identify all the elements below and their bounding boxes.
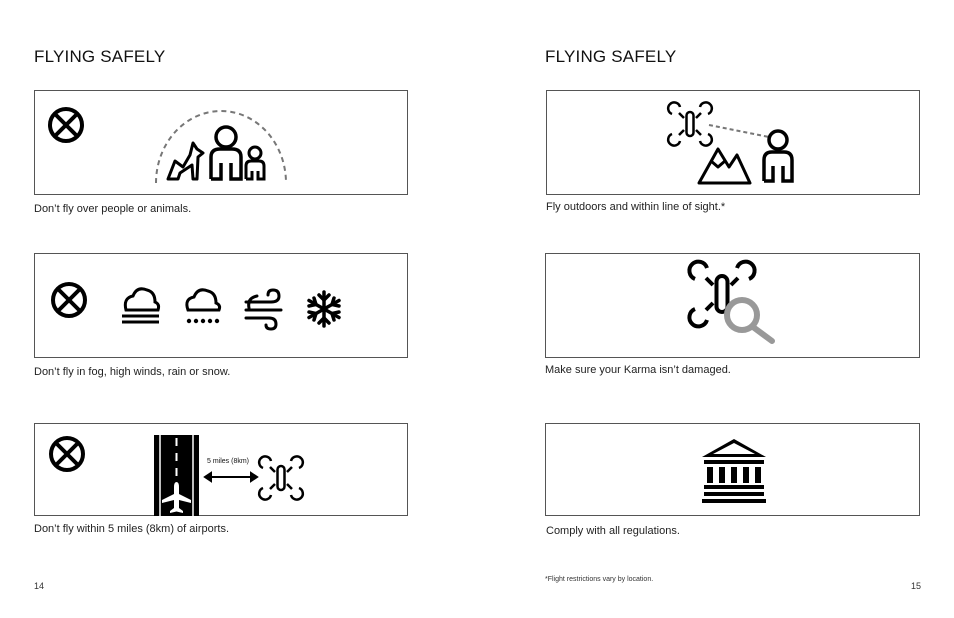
drone-icon (259, 456, 303, 499)
magnifier-icon (727, 300, 772, 341)
prohibited-icon (50, 109, 82, 141)
caption-no-airports: Don’t fly within 5 miles (8km) of airports. (34, 523, 229, 535)
panel-no-bad-weather (34, 253, 408, 358)
caption-check-damage: Make sure your Karma isn’t damaged. (545, 364, 731, 376)
distance-label: 5 miles (8km) (207, 458, 250, 465)
person-icon (764, 131, 792, 181)
prohibited-icon (51, 438, 83, 470)
dog-icon (168, 143, 203, 179)
caption-no-bad-weather: Don’t fly in fog, high winds, rain or snow. (34, 366, 231, 378)
panel-regulations (545, 423, 920, 516)
rain-icon (187, 290, 220, 323)
caption-no-people: Don’t fly over people or animals. (34, 203, 192, 215)
wind-icon (246, 290, 281, 329)
page-heading-right: FLYING SAFELY (545, 47, 677, 66)
caption-regulations: Comply with all regulations. (546, 525, 680, 537)
line-of-sight (709, 125, 769, 137)
footnote: *Flight restrictions vary by location. (545, 576, 654, 583)
panel-line-of-sight (546, 90, 920, 195)
page-heading-left: FLYING SAFELY (34, 47, 166, 66)
snowflake-icon (309, 292, 339, 326)
page-number-left: 14 (34, 581, 45, 591)
double-arrow-icon (205, 473, 257, 481)
caption-line-of-sight: Fly outdoors and within line of sight.* (546, 201, 726, 213)
child-icon (246, 147, 264, 179)
panel-no-people (34, 90, 408, 195)
fog-icon (122, 289, 159, 322)
mountains-icon (699, 149, 750, 183)
panel-no-airports (34, 423, 408, 516)
page-number-right: 15 (911, 581, 922, 591)
panel-check-damage (545, 253, 920, 358)
government-building-icon (702, 439, 766, 503)
prohibited-icon (53, 284, 85, 316)
adult-icon (211, 127, 241, 179)
drone-icon (668, 102, 712, 145)
